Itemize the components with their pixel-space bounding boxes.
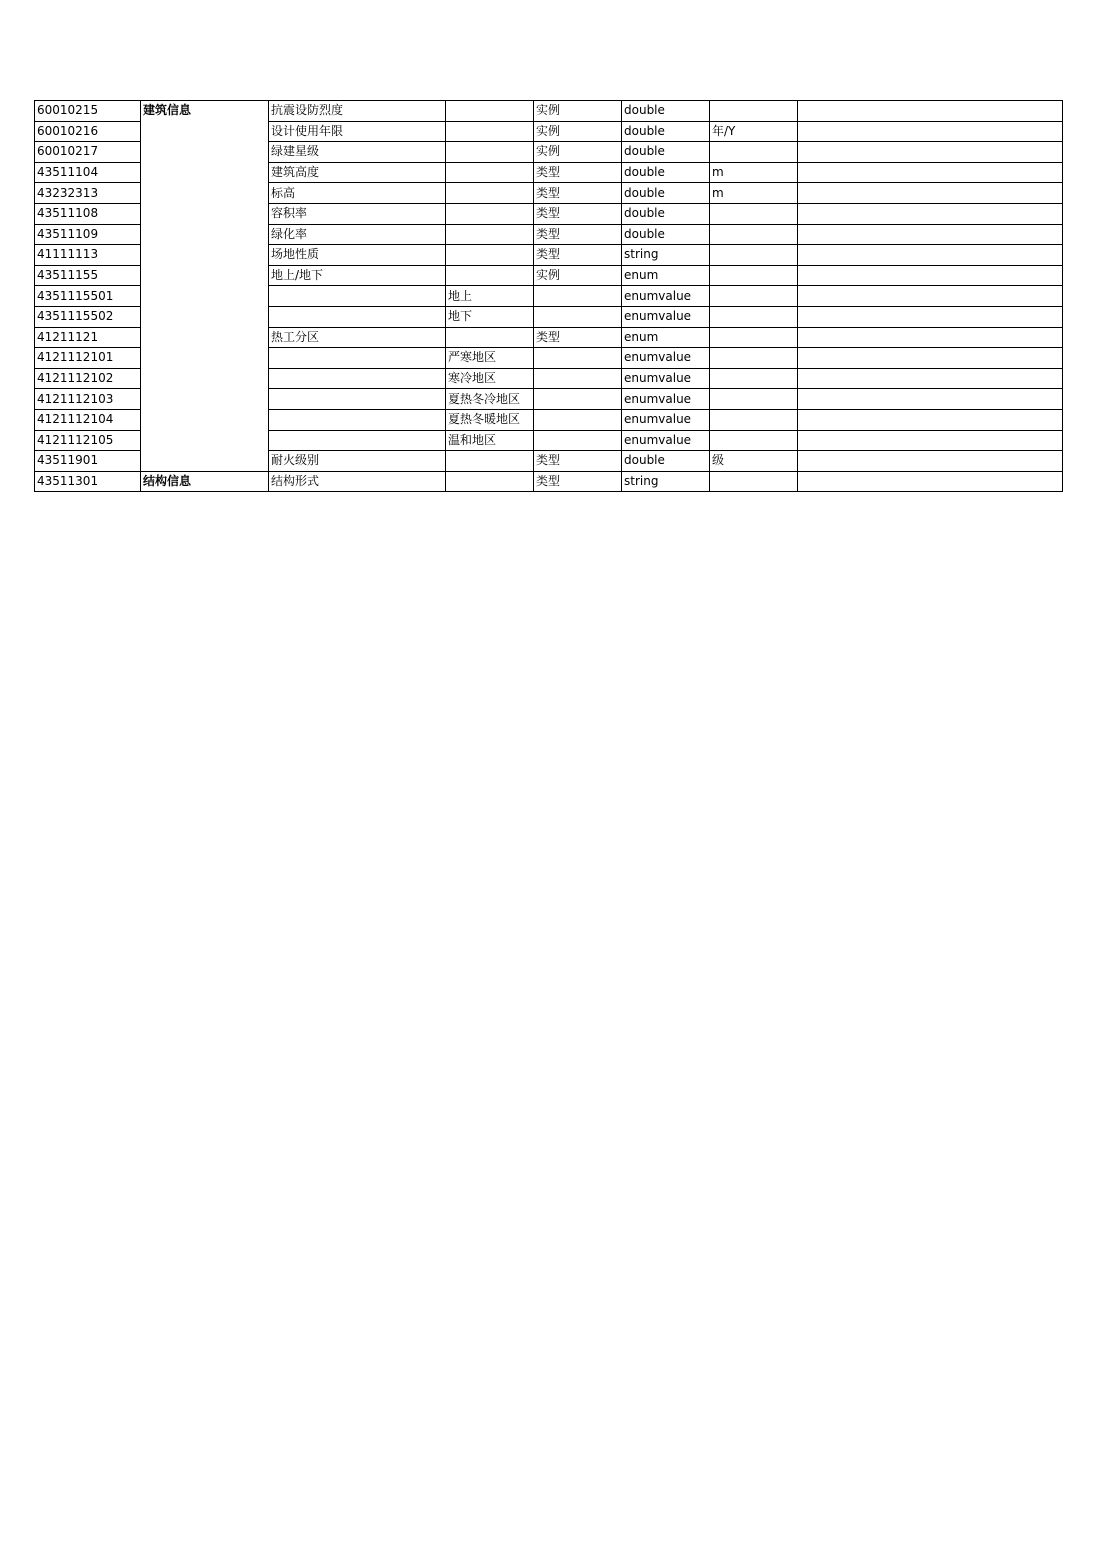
- name-cell: [269, 286, 446, 307]
- enum-value-cell: 寒冷地区: [446, 368, 534, 389]
- unit-cell: [710, 286, 798, 307]
- note-cell: [798, 142, 1063, 163]
- note-cell: [798, 409, 1063, 430]
- property-table-body: [35, 101, 1063, 492]
- category-cell: 建筑信息: [141, 101, 269, 472]
- name-cell: 抗震设防烈度: [269, 101, 446, 122]
- unit-cell: [710, 245, 798, 266]
- note-cell: [798, 224, 1063, 245]
- name-cell: [269, 348, 446, 369]
- enum-value-cell: [446, 224, 534, 245]
- datatype-cell: string: [622, 471, 710, 492]
- enum-value-cell: [446, 245, 534, 266]
- scope-cell: [534, 430, 622, 451]
- note-cell: [798, 265, 1063, 286]
- note-cell: [798, 203, 1063, 224]
- name-cell: 耐火级别: [269, 451, 446, 472]
- datatype-cell: enumvalue: [622, 306, 710, 327]
- note-cell: [798, 430, 1063, 451]
- code-cell: 41211121: [35, 327, 141, 348]
- unit-cell: [710, 327, 798, 348]
- enum-value-cell: [446, 162, 534, 183]
- code-cell: 43511104: [35, 162, 141, 183]
- datatype-cell: double: [622, 451, 710, 472]
- unit-cell: [710, 389, 798, 410]
- scope-cell: 类型: [534, 471, 622, 492]
- enum-value-cell: [446, 265, 534, 286]
- code-cell: 43232313: [35, 183, 141, 204]
- unit-cell: [710, 368, 798, 389]
- enum-value-cell: [446, 142, 534, 163]
- name-cell: [269, 306, 446, 327]
- property-table: [34, 100, 1063, 492]
- table-row: [35, 471, 1063, 492]
- name-cell: 建筑高度: [269, 162, 446, 183]
- scope-cell: [534, 368, 622, 389]
- unit-cell: [710, 101, 798, 122]
- datatype-cell: enumvalue: [622, 348, 710, 369]
- code-cell: 41111113: [35, 245, 141, 266]
- scope-cell: [534, 348, 622, 369]
- name-cell: 热工分区: [269, 327, 446, 348]
- enum-value-cell: [446, 471, 534, 492]
- note-cell: [798, 183, 1063, 204]
- datatype-cell: enumvalue: [622, 286, 710, 307]
- code-cell: 60010217: [35, 142, 141, 163]
- enum-value-cell: 夏热冬暖地区: [446, 409, 534, 430]
- scope-cell: 类型: [534, 183, 622, 204]
- datatype-cell: string: [622, 245, 710, 266]
- note-cell: [798, 101, 1063, 122]
- unit-cell: 年/Y: [710, 121, 798, 142]
- code-cell: 4351115501: [35, 286, 141, 307]
- category-cell: 结构信息: [141, 471, 269, 492]
- code-cell: 60010216: [35, 121, 141, 142]
- datatype-cell: enum: [622, 327, 710, 348]
- enum-value-cell: 夏热冬冷地区: [446, 389, 534, 410]
- note-cell: [798, 306, 1063, 327]
- scope-cell: 实例: [534, 101, 622, 122]
- scope-cell: 类型: [534, 162, 622, 183]
- scope-cell: [534, 389, 622, 410]
- code-cell: 4121112105: [35, 430, 141, 451]
- name-cell: 场地性质: [269, 245, 446, 266]
- name-cell: [269, 368, 446, 389]
- enum-value-cell: 地下: [446, 306, 534, 327]
- scope-cell: 实例: [534, 121, 622, 142]
- scope-cell: 类型: [534, 203, 622, 224]
- name-cell: [269, 409, 446, 430]
- name-cell: [269, 430, 446, 451]
- code-cell: 4121112101: [35, 348, 141, 369]
- scope-cell: [534, 306, 622, 327]
- note-cell: [798, 162, 1063, 183]
- datatype-cell: enumvalue: [622, 409, 710, 430]
- enum-value-cell: 温和地区: [446, 430, 534, 451]
- unit-cell: [710, 306, 798, 327]
- scope-cell: 实例: [534, 265, 622, 286]
- enum-value-cell: 地上: [446, 286, 534, 307]
- datatype-cell: double: [622, 203, 710, 224]
- name-cell: 结构形式: [269, 471, 446, 492]
- note-cell: [798, 451, 1063, 472]
- unit-cell: [710, 203, 798, 224]
- scope-cell: 类型: [534, 245, 622, 266]
- unit-cell: [710, 224, 798, 245]
- code-cell: 43511301: [35, 471, 141, 492]
- code-cell: 43511155: [35, 265, 141, 286]
- unit-cell: m: [710, 183, 798, 204]
- note-cell: [798, 389, 1063, 410]
- unit-cell: [710, 471, 798, 492]
- scope-cell: [534, 409, 622, 430]
- unit-cell: [710, 265, 798, 286]
- name-cell: [269, 389, 446, 410]
- unit-cell: 级: [710, 451, 798, 472]
- code-cell: 43511109: [35, 224, 141, 245]
- name-cell: 绿建星级: [269, 142, 446, 163]
- datatype-cell: double: [622, 183, 710, 204]
- note-cell: [798, 286, 1063, 307]
- datatype-cell: enumvalue: [622, 368, 710, 389]
- datatype-cell: enumvalue: [622, 389, 710, 410]
- note-cell: [798, 245, 1063, 266]
- scope-cell: 类型: [534, 224, 622, 245]
- scope-cell: 类型: [534, 451, 622, 472]
- datatype-cell: double: [622, 224, 710, 245]
- datatype-cell: double: [622, 101, 710, 122]
- scope-cell: 实例: [534, 142, 622, 163]
- enum-value-cell: [446, 121, 534, 142]
- code-cell: 60010215: [35, 101, 141, 122]
- code-cell: 4121112103: [35, 389, 141, 410]
- datatype-cell: enum: [622, 265, 710, 286]
- scope-cell: 类型: [534, 327, 622, 348]
- code-cell: 43511901: [35, 451, 141, 472]
- unit-cell: [710, 409, 798, 430]
- name-cell: 设计使用年限: [269, 121, 446, 142]
- datatype-cell: double: [622, 142, 710, 163]
- enum-value-cell: [446, 327, 534, 348]
- unit-cell: [710, 430, 798, 451]
- enum-value-cell: [446, 183, 534, 204]
- unit-cell: [710, 348, 798, 369]
- name-cell: 标高: [269, 183, 446, 204]
- code-cell: 4351115502: [35, 306, 141, 327]
- enum-value-cell: [446, 101, 534, 122]
- note-cell: [798, 471, 1063, 492]
- code-cell: 4121112102: [35, 368, 141, 389]
- enum-value-cell: [446, 203, 534, 224]
- note-cell: [798, 368, 1063, 389]
- datatype-cell: double: [622, 162, 710, 183]
- note-cell: [798, 121, 1063, 142]
- name-cell: 绿化率: [269, 224, 446, 245]
- enum-value-cell: [446, 451, 534, 472]
- code-cell: 43511108: [35, 203, 141, 224]
- datatype-cell: enumvalue: [622, 430, 710, 451]
- name-cell: 地上/地下: [269, 265, 446, 286]
- unit-cell: [710, 142, 798, 163]
- datatype-cell: double: [622, 121, 710, 142]
- note-cell: [798, 327, 1063, 348]
- unit-cell: m: [710, 162, 798, 183]
- enum-value-cell: 严寒地区: [446, 348, 534, 369]
- note-cell: [798, 348, 1063, 369]
- scope-cell: [534, 286, 622, 307]
- table-row: [35, 101, 1063, 122]
- code-cell: 4121112104: [35, 409, 141, 430]
- name-cell: 容积率: [269, 203, 446, 224]
